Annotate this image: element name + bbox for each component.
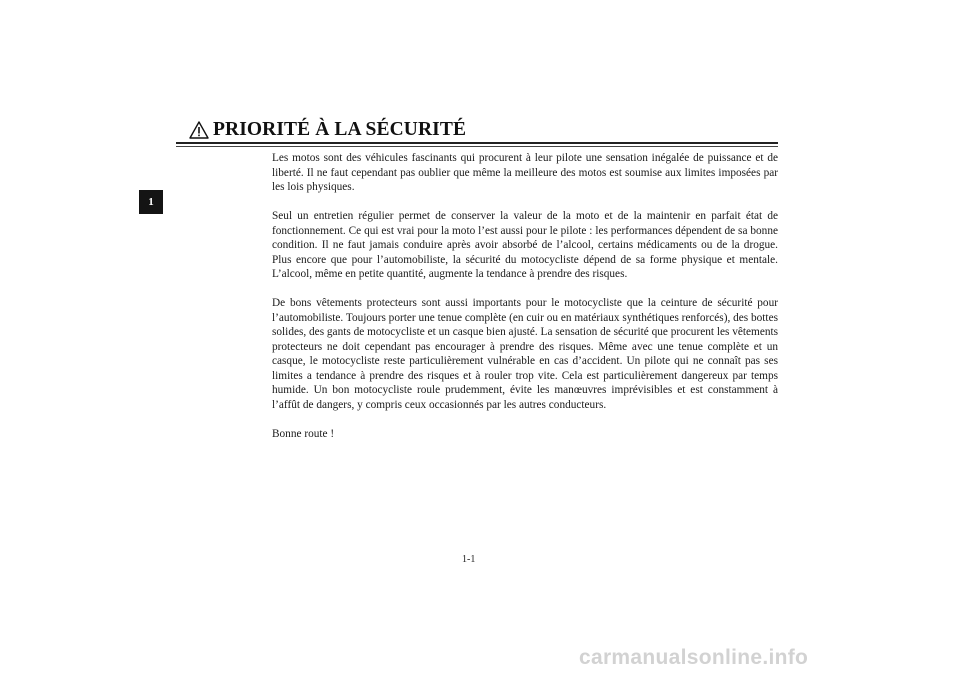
header-rule-thick	[176, 142, 778, 144]
watermark: carmanualsonline.info	[579, 646, 809, 669]
header-rule-thin	[176, 146, 778, 147]
body-text	[272, 151, 778, 456]
paragraph-maintenance: Seul un entretien régulier permet de conserver la valeur de la moto et de la maintenir en parfait état de fonctionnement. Ce qui est vrai pour la moto l’est aussi pour le pilote : les performances dépendent de sa bonne condition. Il ne faut jamais conduire après avoir absorbé de l’alcool, certains médicaments ou de la drogue. Plus encore que pour l’automobiliste, la sécurité du motocycliste dépend de sa forme physique et mentale. L’alcool, même en petite quantité, augmente la tendance à prendre des risques.	[272, 210, 778, 280]
warning-triangle-icon	[189, 121, 209, 139]
paragraph-closing: Bonne route !	[272, 427, 335, 440]
section-header	[183, 118, 778, 144]
chapter-tab: 1	[139, 190, 163, 214]
page-title: PRIORITÉ À LA SÉCURITÉ	[213, 119, 467, 140]
paragraph-protective-gear: De bons vêtements protecteurs sont aussi importants pour le motocycliste que la ceinture de sécurité pour l’automobiliste. Toujours porter une tenue complète (en cuir ou en matériaux synthétiques renforcés), des bottes solides, des gants de motocycliste et un casque bien ajusté. La sensation de sécurité que procurent les vêtements protecteurs ne doit cependant pas encourager à prendre des risques. Même avec une tenue complète et un casque, le motocycliste reste particulièrement vulnérable en cas d’accident. Un pilote qui ne connaît pas ses limites a tendance à prendre des risques et à rouler trop vite. Cela est particulièrement dangereux par temps humide. Un bon motocycliste roule prudemment, évite les manœuvres imprévisibles et est constamment à l’affût de dangers, y compris ceux occasionnés par les autres conducteurs.	[272, 297, 779, 411]
paragraph-intro: Les motos sont des véhicules fascinants qui procurent à leur pilote une sensation inégalée de puissance et de liberté. Il ne faut cependant pas oublier que même la meilleure des motos est soumise aux limites imposées par les lois physiques.	[272, 152, 778, 193]
page-number: 1-1	[462, 554, 476, 565]
